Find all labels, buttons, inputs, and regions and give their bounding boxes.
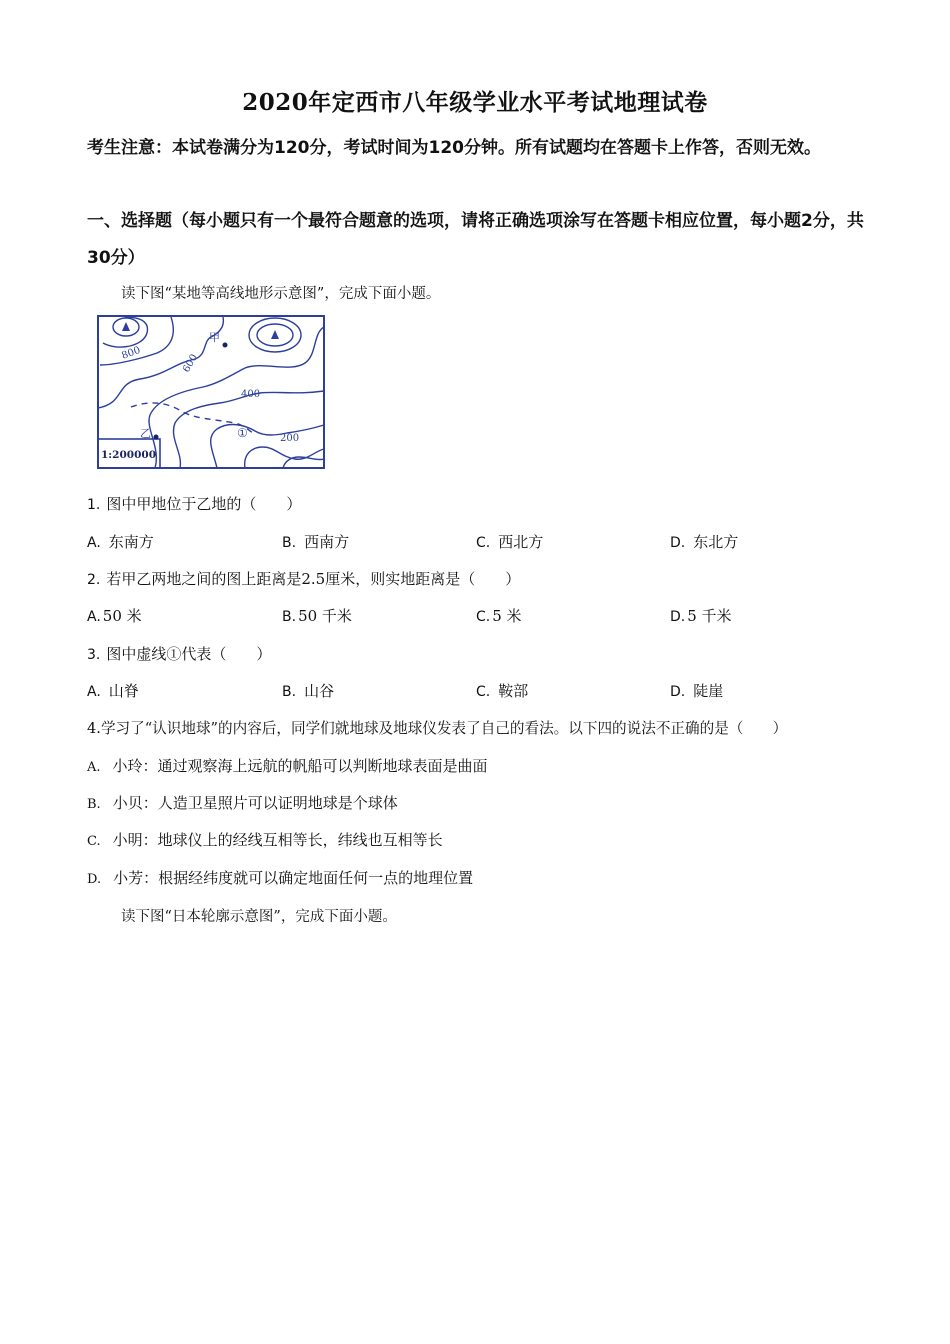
option-1c[interactable]: C. 西北方: [476, 533, 544, 551]
option-2a[interactable]: A. 50 米: [87, 607, 142, 625]
contour-line: [100, 317, 173, 365]
option-2d[interactable]: D. 5 千米: [670, 607, 732, 625]
map-instruction-2: 读下图“日本轮廓示意图”，完成下面小题。: [121, 909, 397, 925]
label-jia: 甲: [209, 331, 220, 344]
label-600: 600: [181, 352, 201, 375]
exam-notice: 考生注意：本试卷满分为120分，考试时间为120分钟。所有试题均在答题卡上作答，否则无效。: [87, 138, 821, 158]
section-one-heading: 一、选择题（每小题只有一个最符合题意的选项，请将正确选项涂写在答题卡相应位置，每小题2分，共30分）: [87, 211, 864, 268]
option-1b[interactable]: B. 西南方: [282, 533, 350, 551]
point-jia: [223, 343, 228, 348]
question-number: 1.: [87, 497, 101, 513]
map-scale: 1:200000: [101, 449, 157, 461]
option-3b[interactable]: B. 山谷: [282, 682, 335, 700]
question-3: 3. 图中虚线①代表（ ）: [87, 645, 272, 663]
peak-icon: [122, 322, 130, 331]
contour-line: [98, 317, 223, 408]
contour-line: [149, 327, 324, 468]
question-1: [87, 493, 301, 514]
option-2c[interactable]: C. 5 米: [476, 607, 522, 625]
question-2: 2. 若甲乙两地之间的图上距离是2.5厘米，则实地距离是（ ）: [87, 570, 521, 588]
option-3a[interactable]: A. 山脊: [87, 682, 139, 700]
option-4a[interactable]: A. 小玲：通过观察海上远航的帆船可以判断地球表面是曲面: [87, 757, 488, 775]
contour-line: [211, 425, 324, 468]
contour-line: [103, 317, 147, 347]
label-400: 400: [241, 389, 261, 400]
label-mark-1: ①: [237, 426, 248, 440]
option-4c[interactable]: C. 小明：地球仪上的经线互相等长，纬线也互相等长: [87, 831, 443, 849]
option-3c[interactable]: C. 鞍部: [476, 682, 529, 700]
option-2b[interactable]: B. 50 千米: [282, 607, 352, 625]
option-1a[interactable]: A. 东南方: [87, 533, 154, 551]
label-200: 200: [280, 433, 300, 444]
map-instruction: 读下图“某地等高线地形示意图”，完成下面小题。: [121, 286, 441, 302]
option-4b[interactable]: B. 小贝：人造卫星照片可以证明地球是个球体: [87, 794, 398, 812]
question-text: 图中甲地位于乙地的（ ）: [106, 495, 302, 513]
option-1d[interactable]: D. 东北方: [670, 533, 739, 551]
page-title: 2020年定西市八年级学业水平考试地理试卷: [242, 89, 708, 116]
label-800: 800: [120, 344, 142, 362]
peak-icon: [271, 330, 279, 339]
label-yi: 乙: [140, 427, 151, 440]
point-yi: [154, 435, 159, 440]
question-4: 4.学习了“认识地球”的内容后，同学们就地球及地球仪发表了自己的看法。以下四的说法不正确的是（ ）: [87, 720, 788, 737]
option-4d[interactable]: D. 小芳：根据经纬度就可以确定地面任何一点的地理位置: [87, 869, 474, 887]
contour-map: [95, 313, 327, 471]
option-3d[interactable]: D. 陡崖: [670, 682, 724, 700]
